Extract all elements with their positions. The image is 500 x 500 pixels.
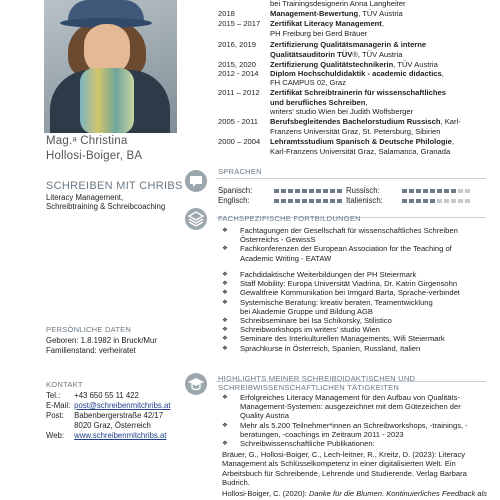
publication-line: Management als Schlüsselkompetenz in einer digitalisierten Welt. Ein (222, 459, 456, 469)
language-name: Italienisch: (346, 196, 383, 205)
highlights-title-2: SCHREIBWISSENSCHAFTLICHEN TÄTIGKEITEN (218, 383, 400, 392)
training-item-cont: Academic Writing - EATAW (240, 253, 332, 263)
email-label: E-Mail: (46, 401, 71, 410)
language-level-bar (402, 199, 470, 203)
web-label: Web: (46, 431, 65, 440)
timeline-text: Lehramtsstudium Spanisch & Deutsche Philologie, (270, 137, 454, 146)
highlight-item-cont: beratungen, -coachings im Zeitraum 2011 - 2023 (240, 429, 404, 439)
timeline-year: 2005 - 2011 (218, 117, 258, 126)
training-item: ❖ Fachdidaktische Weiterbildungen der PH Steiermark (222, 270, 460, 279)
timeline-year: 2015, 2020 (218, 60, 257, 69)
speech-bubble-icon (185, 170, 207, 192)
timeline-text: Zertifizierung Qualitätsmanagerin & interne (270, 40, 427, 49)
training-item: ❖ Sprachkurse in Österreich, Spanien, Russland, Italien (222, 344, 460, 353)
training-list-1 (222, 226, 458, 263)
training-item: ❖ Gewaltfreie Kommunikation bei Irmgard Barta, Sprache-verbindet (222, 288, 460, 297)
highlight-item-cont: Quality Austria (240, 411, 289, 421)
publication-title: Danke für die Blumen. Kontinuierliches Feedback als (308, 489, 488, 498)
training-title: FACHSPEZIFISCHE FORTBILDUNGEN (218, 214, 361, 223)
publication-line: Arbeitsbuch für Schreibende, Lehrende und Studierende. Verlag Barbara (222, 468, 467, 478)
timeline-year: 2000 – 2004 (218, 137, 261, 146)
language-level-bar (402, 189, 470, 193)
publication-2 (222, 489, 487, 498)
marital-status: Familienstand: verheiratet (46, 346, 136, 355)
publication-line: Bräuer, G., Hollosi-Boiger, C., Lech-leitner, R., Kreitz, D. (2023): Literacy (222, 450, 466, 459)
contact-email-row (46, 401, 171, 410)
languages-title: SPRACHEN (218, 167, 262, 176)
timeline-text: und berufliches Schreiben, (270, 98, 368, 107)
timeline-year: 2018 (218, 9, 235, 18)
tagline-1: Literacy Management, (46, 193, 124, 202)
timeline-text: Karl-Franzens Universität Graz, Salamanca, Granada (270, 147, 451, 156)
training-item: ❖ Staff Mobility: Europa Universität Viadrina, Dr. Katrin Girgensohn (222, 279, 460, 288)
contact-post-row (46, 411, 163, 420)
post-label: Post: (46, 411, 64, 420)
timeline-text: writers' studio Wien bei Judith Wolfsberger (270, 107, 414, 116)
language-name: Russisch: (346, 186, 380, 195)
timeline-year: 2011 – 2012 (218, 88, 260, 97)
language-name: Englisch: (218, 196, 250, 205)
timeline-year: 2016, 2019 (218, 40, 257, 49)
timeline-text: PH Freiburg bei Gerd Bräuer (270, 29, 368, 38)
divider-languages (216, 178, 486, 179)
timeline-year: 2012 - 2014 (218, 69, 259, 78)
web-link[interactable]: www.schreibenmitchribs.at (74, 431, 167, 440)
timeline-text: Diplom Hochschuldidaktik - academic didactics, (270, 69, 444, 78)
training-list-2 (222, 270, 460, 353)
highlights-title-1: HIGHLIGHTS MEINER SCHREIBDIDAKTISCHEN UND (218, 374, 416, 383)
language-level-bar (274, 189, 342, 193)
timeline-text: Berufsbegleitendes Bachelorstudium Russisch, Karl- (270, 117, 461, 126)
highlights-list (222, 393, 468, 448)
publication-author: Hollosi-Boiger, C. (2020): (222, 489, 309, 498)
training-item: ❖ Schreibworkshops im writers' studio Wien (222, 325, 460, 334)
timeline-text: FH CAMPUS 02, Graz (270, 78, 346, 87)
contact-tel-row (46, 391, 139, 400)
timeline-text: bei Trainingsdesignerin Anna Langheiter (270, 0, 406, 8)
email-link[interactable]: post@schreibenmitchribs.at (74, 401, 171, 410)
sidebar (0, 0, 190, 500)
brand-title: SCHREIBEN MIT CHRIBS (46, 180, 183, 192)
personal-data-title: PERSÖNLICHE DATEN (46, 325, 132, 334)
tel-value: +43 650 55 11 422 (74, 391, 139, 400)
highlight-item-cont: Management-Systemen: ausgezeichnet mit dem Gütezeichen der (240, 402, 461, 412)
training-item: ❖ Fachkonferenzen der European Association for the Teaching of (222, 244, 458, 253)
tel-label: Tel.: (46, 391, 61, 400)
highlight-item: ❖ Schreibwissenschaftliche Publikationen: (222, 439, 468, 448)
training-item: ❖ Systemische Beratung: kreativ beraten, Teamentwicklung (222, 298, 460, 307)
publication-1 (222, 450, 467, 488)
training-item-cont: bei Akademie Gruppe und Bildung AGB (240, 306, 373, 316)
name-line-2: Hollosi-Boiger, BA (46, 150, 143, 162)
born-info: Geboren: 1.8.1982 in Bruck/Mur (46, 336, 157, 345)
training-item-cont: Österreichs - GewissS (240, 235, 316, 245)
name-line-1: Mag.ᵃ Christina (46, 135, 128, 147)
training-item: ❖ Fachtagungen der Gesellschaft für wissenschaftliches Schreiben (222, 226, 458, 235)
timeline-year: 2015 – 2017 (218, 19, 261, 28)
timeline-text: Management-Bewertung, TÜV Austria (270, 9, 403, 18)
highlight-item: ❖ Mehr als 5.200 Teilnehmer*innen an Schreibworkshops, -trainings, - (222, 421, 468, 430)
training-item: ❖ Seminare des Interkulturellen Managements, Wifi Steiermark (222, 334, 460, 343)
training-item: ❖ Schreibseminare bei Isa Schikorsky, Stilistico (222, 316, 460, 325)
address-line-2: 8020 Graz, Österreich (74, 421, 151, 430)
graduation-cap-icon (185, 373, 207, 395)
timeline-text: Zertifikat Literacy Management, (270, 19, 384, 28)
address-line-1: Babenbergerstraße 42/17 (74, 411, 164, 420)
language-level-bar (274, 199, 342, 203)
tagline-2: Schreibtraining & Schreibcoaching (46, 202, 166, 211)
publication-line: Budrich. (222, 478, 250, 488)
timeline-text: Franzens Universität Graz, St. Petersburg, Sibirien (270, 127, 441, 136)
highlight-item: ❖ Erfolgreiches Literacy Management für den Aufbau von Qualitäts- (222, 393, 468, 402)
timeline-text: Zertifikat Schreibtrainerin für wissenschaftliches (270, 88, 446, 97)
profile-photo (44, 0, 177, 133)
contact-post-row-2 (46, 421, 151, 430)
contact-web-row (46, 431, 166, 440)
language-name: Spanisch: (218, 186, 253, 195)
timeline-text: Zertifizierung Qualitätstechnikerin, TÜV Austria (270, 60, 438, 69)
stack-icon (185, 208, 207, 230)
contact-title: KONTAKT (46, 380, 83, 389)
timeline-text: Qualitätsauditorin TÜV®, TÜV Austria (270, 50, 403, 59)
